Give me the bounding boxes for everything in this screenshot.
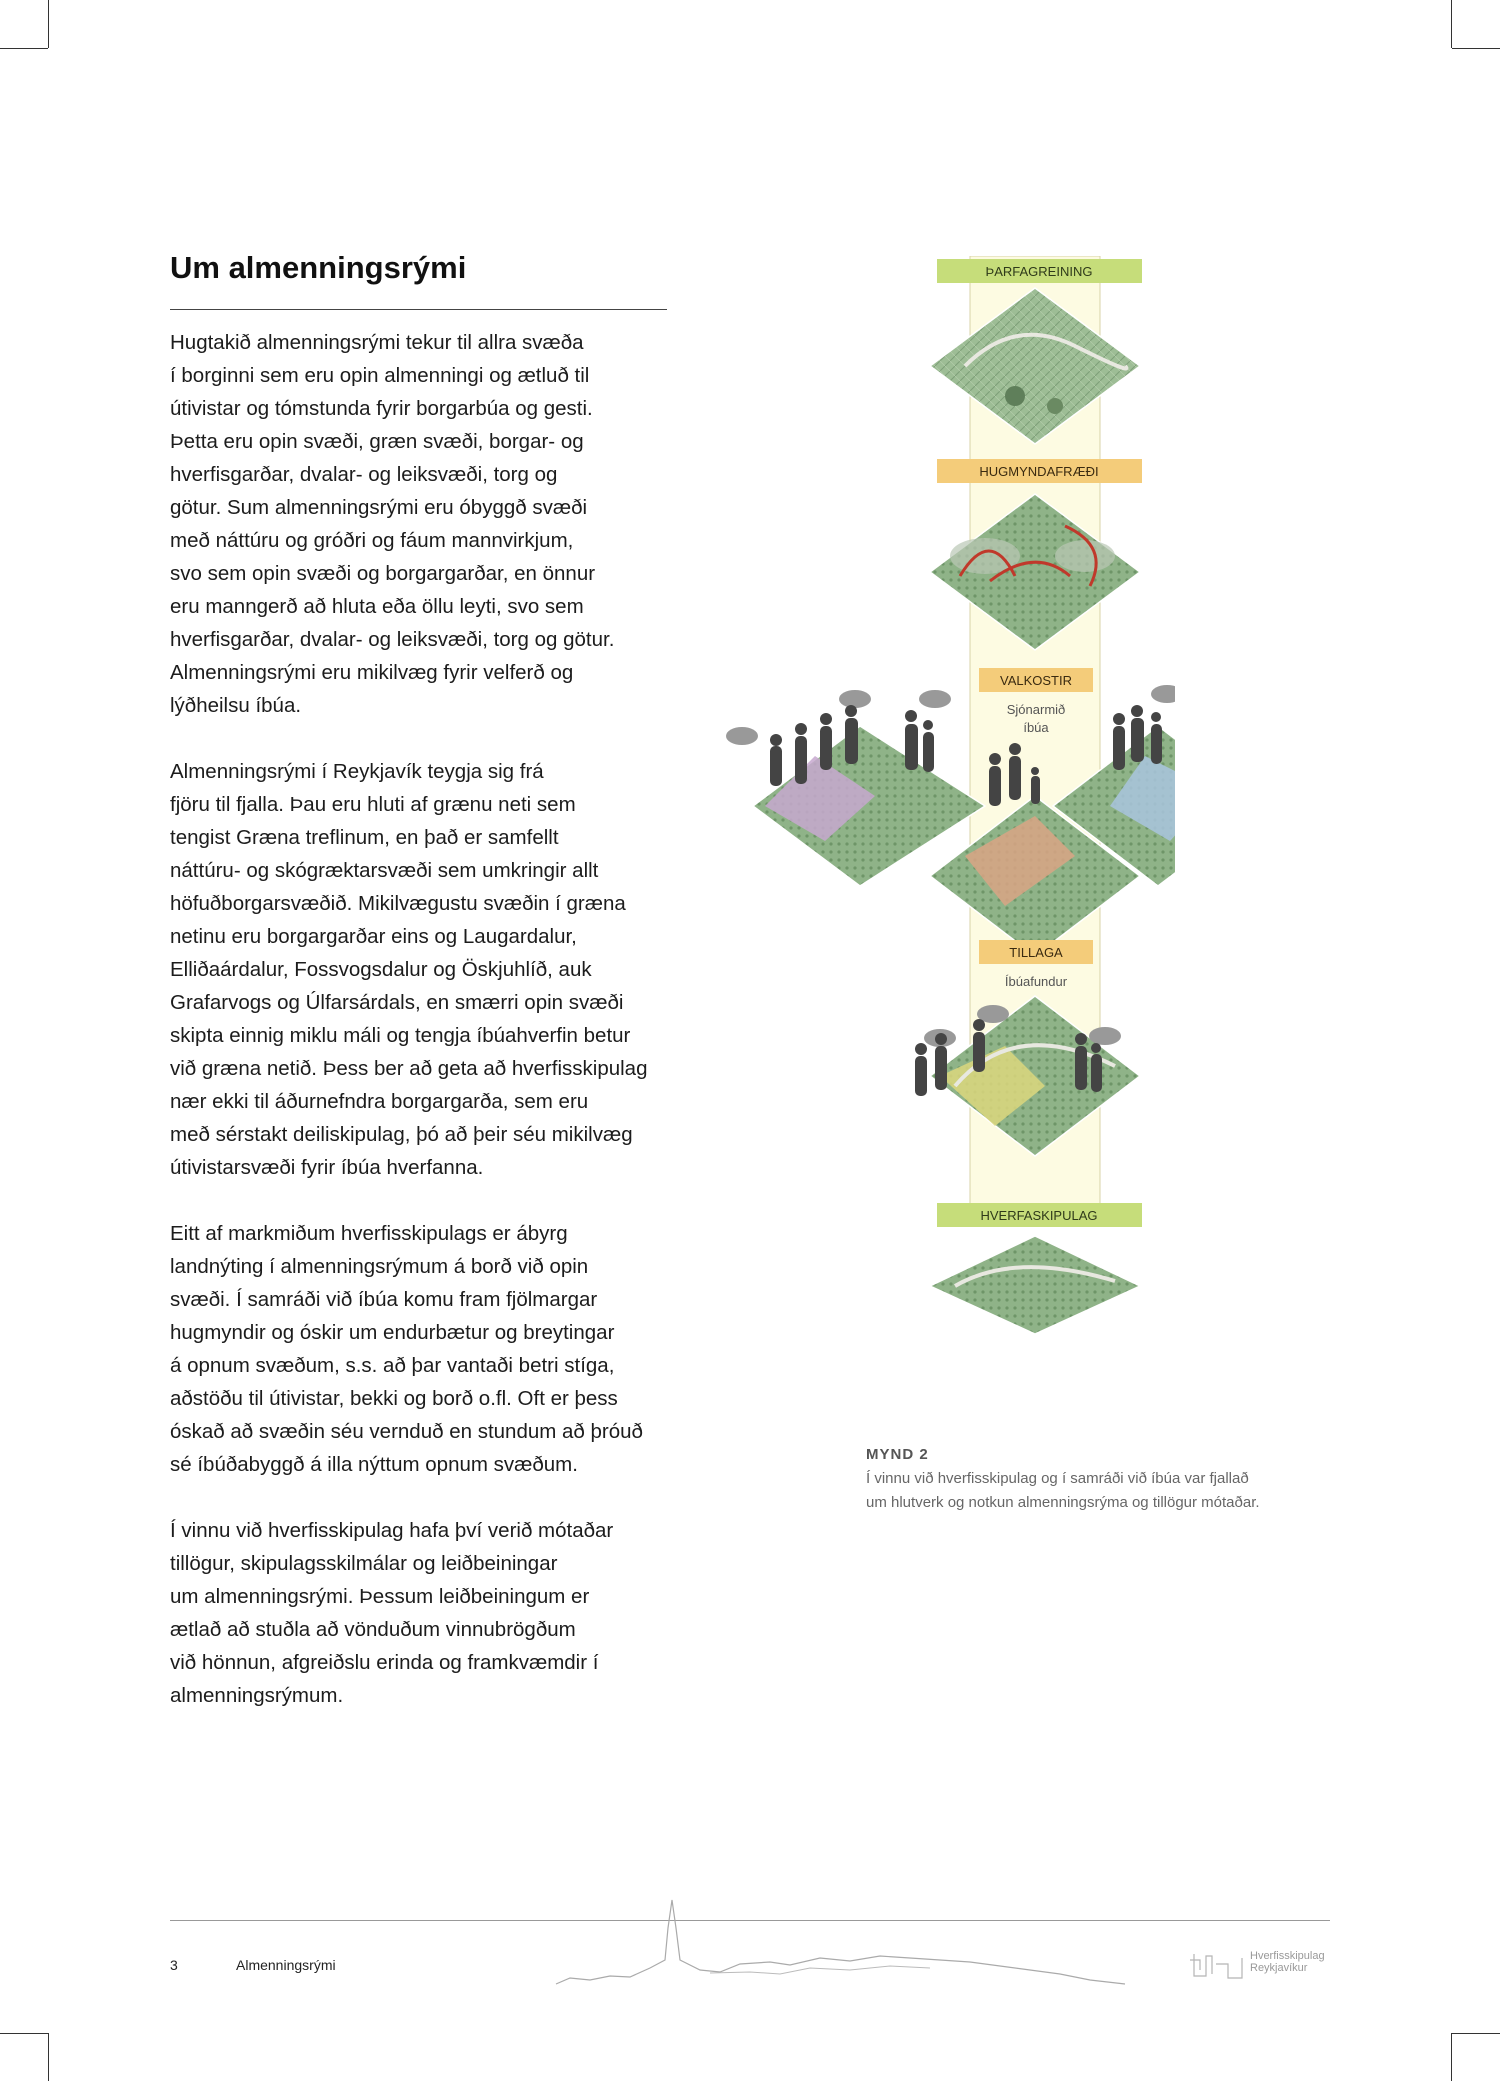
text-line: í borginni sem eru opin almenningi og ætluð til [170,364,590,387]
figure-caption-title: MYND 2 [866,1446,929,1463]
text-line: með sérstakt deiliskipulag, þó að þeir séu mikilvæg [170,1123,633,1146]
map-tile-4 [930,996,1140,1156]
process-diagram [715,256,1175,1336]
map-tile-1 [930,288,1140,444]
crop-mark [1452,2033,1500,2034]
text-line: við græna netið. Þess ber að geta að hverfisskipulag [170,1057,648,1080]
paragraph [170,326,680,722]
figure-caption [866,1443,1346,1515]
text-line: Almenningsrými eru mikilvæg fyrir velferð og [170,661,574,684]
page-heading: Um almenningsrými [170,250,467,285]
text-line: Í vinnu við hverfisskipulag hafa því verið mótaðar [170,1519,614,1542]
text-line: náttúru- og skógræktarsvæði sem umkringir allt [170,859,599,882]
stage-4-note: Íbúafundur [1004,974,1068,989]
text-line: lýðheilsu íbúa. [170,694,302,717]
text-line: Grafarvogs og Úlfarsárdals, en smærri opin svæði [170,991,624,1014]
footer-title: Almenningsrými [236,1957,336,1973]
stage-3-label: VALKOSTIR [999,673,1073,688]
figure-caption-line: Í vinnu við hverfisskipulag og í samráði við íbúa var fjallað [866,1470,1249,1487]
text-line: Eitt af markmiðum hverfisskipulags er ábyrg [170,1222,568,1245]
crop-mark [48,2033,49,2081]
heading-divider [170,309,667,310]
paragraph [170,1514,680,1712]
text-line: svæði. Í samráði við íbúa komu fram fjölmargar [170,1288,598,1311]
crop-mark [48,0,49,48]
figure-caption-line: um hlutverk og notkun almenningsrýma og tillögur mótaðar. [866,1494,1260,1511]
text-line: tillögur, skipulagsskilmálar og leiðbeiningar [170,1552,558,1575]
text-line: eru manngerð að hluta eða öllu leyti, svo sem [170,595,584,618]
text-line: útivistarsvæði fyrir íbúa hverfanna. [170,1156,484,1179]
text-line: óskað að svæðin séu vernduð en stundum að þróuð [170,1420,643,1443]
text-line: götur. Sum almenningsrými eru óbyggð svæði [170,496,588,519]
stage-3-note: Sjónarmið [1006,702,1066,717]
text-line: við hönnun, afgreiðslu erinda og framkvæmdir í [170,1651,599,1674]
crop-mark [0,2033,48,2034]
crop-mark [1451,2033,1452,2081]
crop-mark [1451,0,1452,48]
text-line: Hugtakið almenningsrými tekur til allra svæða [170,331,584,354]
text-line: fjöru til fjalla. Þau eru hluti af grænu neti sem [170,793,576,816]
text-line: sé íbúðabyggð á illa nýttum opnum svæðum. [170,1453,578,1476]
text-line: hverfisgarðar, dvalar- og leiksvæði, torg og götur. [170,628,615,651]
text-line: aðstöðu til útivistar, bekki og borð o.fl. Oft er þess [170,1387,618,1410]
text-line: netinu eru borgargarðar eins og Laugardalur, [170,925,577,948]
stage-4-label: TILLAGA [1009,945,1063,960]
text-line: nær ekki til áðurnefndra borgargarða, sem eru [170,1090,589,1113]
text-line: svo sem opin svæði og borgargarðar, en önnur [170,562,596,585]
crop-mark [1452,48,1500,49]
skyline-illustration [550,1898,1130,1988]
text-line: Almenningsrými í Reykjavík teygja sig frá [170,760,544,783]
text-line: höfuðborgarsvæðið. Mikilvægustu svæðin í græna [170,892,626,915]
logo-text [1250,1950,1325,1974]
text-line: tengist Græna treflinum, en það er samfellt [170,826,559,849]
text-line: með náttúru og gróðri og fáum mannvirkjum, [170,529,574,552]
text-line: um almenningsrými. Þessum leiðbeiningum er [170,1585,590,1608]
text-line: landnýting í almenningsrýmum á borð við opin [170,1255,589,1278]
paragraph [170,755,680,1184]
text-line: hugmyndir og óskir um endurbætur og breytingar [170,1321,615,1344]
page-number: 3 [170,1957,178,1973]
text-line: Þetta eru opin svæði, græn svæði, borgar- og [170,430,584,453]
text-line: skipta einnig miklu máli og tengja íbúahverfin betur [170,1024,631,1047]
stage-1-label: ÞARFAGREINING [985,264,1093,279]
map-tile-5 [930,1236,1140,1334]
map-tile-2 [930,494,1140,650]
logo-line: Hverfisskipulag [1250,1950,1325,1962]
text-line: Elliðaárdalur, Fossvogsdalur og Öskjuhlíð, auk [170,958,592,981]
text-line: útivistar og tómstunda fyrir borgarbúa og gesti. [170,397,593,420]
text-line: ætlað að stuðla að vönduðum vinnubrögðum [170,1618,576,1641]
text-line: á opnum svæðum, s.s. að þar vantaði betri stíga, [170,1354,615,1377]
stage-2-label: HUGMYNDAFRÆÐI [979,464,1099,479]
logo-line: Reykjavíkur [1250,1962,1308,1974]
paragraph [170,1217,680,1481]
text-line: almenningsrýmum. [170,1684,344,1707]
crop-mark [0,48,48,49]
stage-3-note: íbúa [1023,720,1049,735]
body-text [170,326,680,1745]
stage-5-label: HVERFASKIPULAG [980,1208,1098,1223]
text-line: hverfisgarðar, dvalar- og leiksvæði, torg og [170,463,558,486]
